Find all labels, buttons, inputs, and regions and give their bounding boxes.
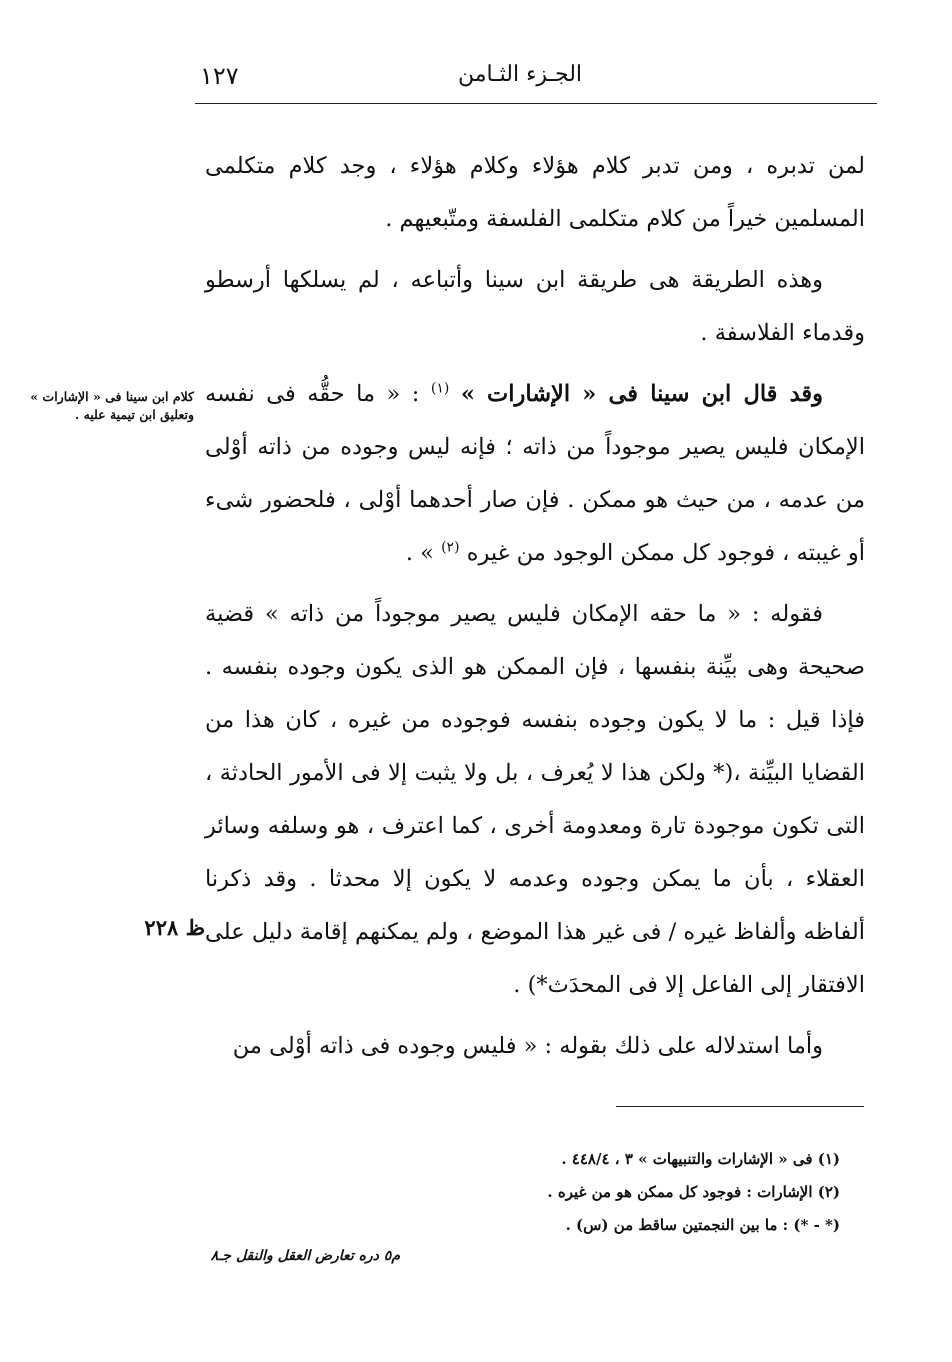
printer-signature: م٥ دره تعارض العقل والنقل جـ٨ bbox=[210, 1248, 400, 1264]
quote-close: » . bbox=[405, 540, 434, 566]
footnotes bbox=[430, 1143, 840, 1242]
footnote-ref-2: (٢) bbox=[441, 539, 460, 556]
footnote-3: (* - *) : ما بين النجمتين ساقط من (س) . bbox=[565, 1216, 840, 1234]
footnote-ref-1: (١) bbox=[430, 380, 450, 397]
margin-note: كلام ابن سينا فى « الإشارات » وتعليق ابن تيمية عليه . bbox=[30, 389, 194, 422]
page-number: ١٢٧ bbox=[200, 62, 239, 90]
paragraph-5: وأما استدلاله على ذلك بقوله : « فليس وجوده فى ذاته أوْلى من bbox=[232, 1033, 823, 1059]
paragraph-2: وهذه الطريقة هى طريقة ابن سينا وأتباعه ، لم يسلكها أرسطو وقدماء الفلاسفة . bbox=[205, 267, 865, 346]
quote-intro: وقد قال ابن سينا فى « الإشارات » bbox=[460, 381, 824, 407]
paragraph-1: لمن تدبره ، ومن تدبر كلام هؤلاء وكلام هؤلاء ، وجد كلام متكلمى المسلمين خيراً من كلام متكلمى الفلسفة ومتّبعيهم . bbox=[205, 153, 865, 232]
footnote-2: (٢) الإشارات : فوجود كل ممكن هو من غيره . bbox=[547, 1183, 840, 1201]
footnote-1: (١) فى « الإشارات والتنبيهات » ٣ ، ٤٤٨/٤ . bbox=[561, 1150, 840, 1168]
header-divider bbox=[195, 103, 877, 104]
running-header-title: الجـزء الثـامن bbox=[457, 62, 583, 87]
folio-marker: ظ ٢٢٨ bbox=[144, 915, 205, 940]
footnote-divider bbox=[616, 1106, 864, 1107]
quote-text: : « ما حقُّه فى نفسه الإمكان فليس يصير موجوداً من ذاته ؛ فإنه ليس وجوده من ذاته أوْلى من عدمه ، من حيث هو ممكن . فإن صار أحدهما أوْلى ، فلحضور شىء أو غيبته ، فوجود كل ممكن الوجود من غيره bbox=[205, 381, 865, 566]
paragraph-3 bbox=[205, 368, 865, 580]
paragraph-4: فقوله : « ما حقه الإمكان فليس يصير موجوداً من ذاته » قضية صحيحة وهى بيِّنة بنفسها ، فإن الممكن هو الذى يكون وجوده بنفسه . فإذا قيل : ما لا يكون وجوده بنفسه فوجوده من غيره ، كان هذا من القضايا البيِّنة ،(* ولكن هذا لا يُعرف ، بل ولا يثبت إلا فى الأمور الحادثة ، التى تكون موجودة تارة ومعدومة أخرى ، كما اعترف ، هو وسلفه وسائر العقلاء ، بأن ما يمكن وجوده وعدمه لا يكون إلا محدثا . وقد ذكرنا ألفاظه وألفاظ غيره / فى غير هذا الموضع ، ولم يمكنهم إقامة دليل على الافتقار إلى الفاعل إلا فى المحدَث*) . bbox=[205, 601, 865, 998]
main-text bbox=[205, 140, 865, 1081]
